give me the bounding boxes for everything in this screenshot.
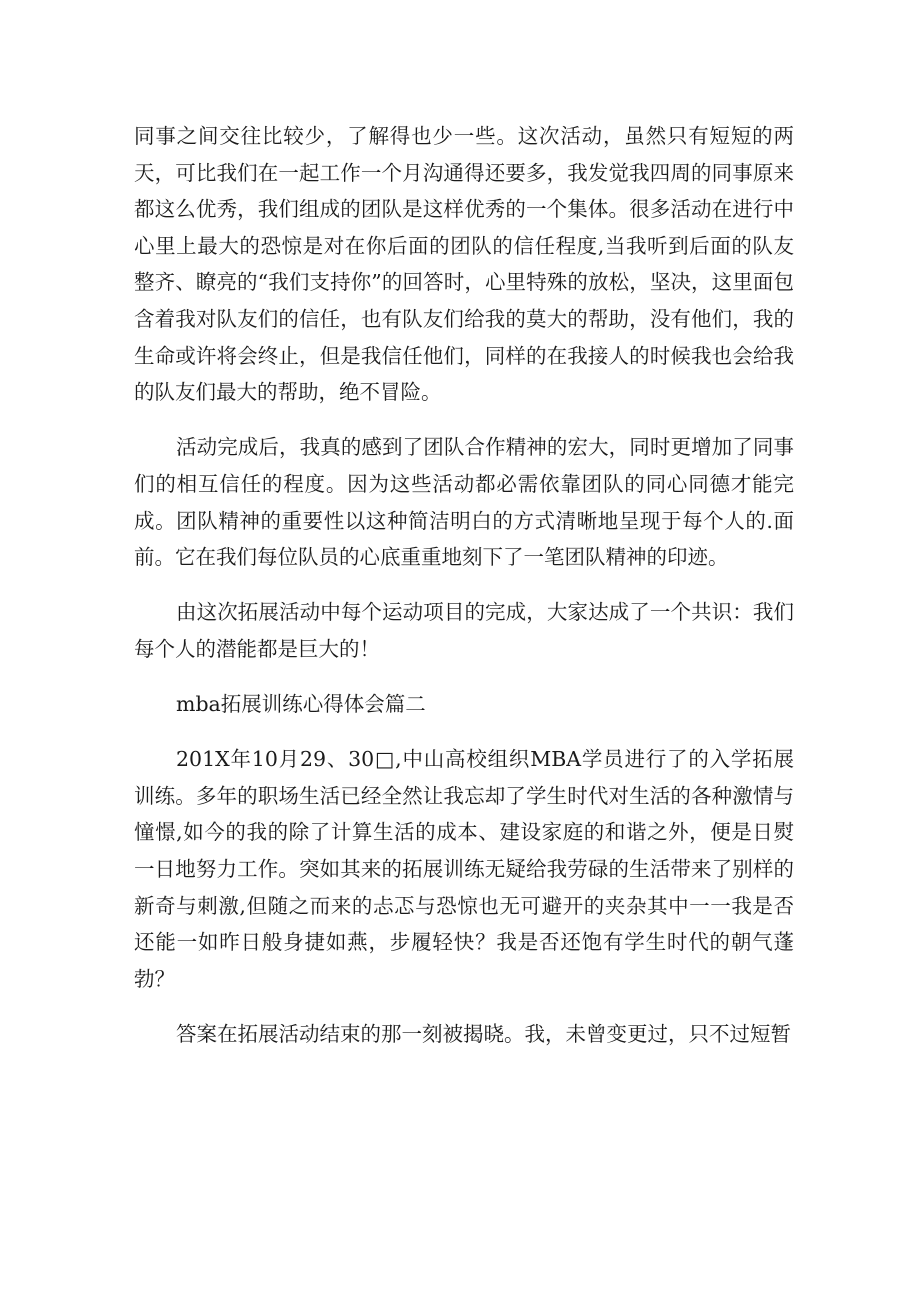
paragraph-3: 由这次拓展活动中每个运动项目的完成，大家达成了一个共识：我们每个人的潜能都是巨大的！ bbox=[134, 600, 794, 661]
paragraph-5: 答案在拓展活动结束的那一刻被揭晓。我，未曾变更过，只不过短暂 bbox=[176, 1022, 791, 1047]
paragraph-4: 201X年10月29、30□,中山高校组织MBA学员进行了的入学拓展训练。多年的职场生活已经全然让我忘却了学生时代对生活的各种激情与憧憬,如今的我的除了计算生活的成本、建设家庭的和谐之外，便是日熨一日地努力工作。突如其来的拓展训练无疑给我劳碌的生活带来了别样的新奇与刺激,但随之而来的忐忑与恐惊也无可避开的夹杂其中一一我是否还能一如昨日般身捷如燕，步履轻快？我是否还饱有学生时代的朝气蓬勃？ bbox=[134, 747, 794, 991]
section-heading: mba拓展训练心得体会篇二 bbox=[176, 692, 426, 717]
paragraph-2: 活动完成后，我真的感到了团队合作精神的宏大，同时更增加了同事们的相互信任的程度。因为这些活动都必需依靠团队的同心同德才能完成。团队精神的重要性以这种简洁明白的方式清晰地呈现于每个人的.面前。它在我们每位队员的心底重重地刻下了一笔团队精神的印迹。 bbox=[134, 435, 794, 570]
document-body bbox=[134, 118, 794, 1071]
paragraph-1: 同事之间交往比较少，了解得也少一些。这次活动，虽然只有短短的两天，可比我们在一起工作一个月沟通得还要多，我发觉我四周的同事原来都这么优秀，我们组成的团队是这样优秀的一个集体。很多活动在进行中心里上最大的恐惊是对在你后面的团队的信任程度,当我听到后面的队友整齐、瞭亮的“我们支持你”的回答时，心里特殊的放松，坚决，这里面包含着我对队友们的信任，也有队友们给我的莫大的帮助，没有他们，我的生命或许将会终止，但是我信任他们，同样的在我接人的时候我也会给我的队友们最大的帮助，绝不冒险。 bbox=[134, 124, 794, 405]
